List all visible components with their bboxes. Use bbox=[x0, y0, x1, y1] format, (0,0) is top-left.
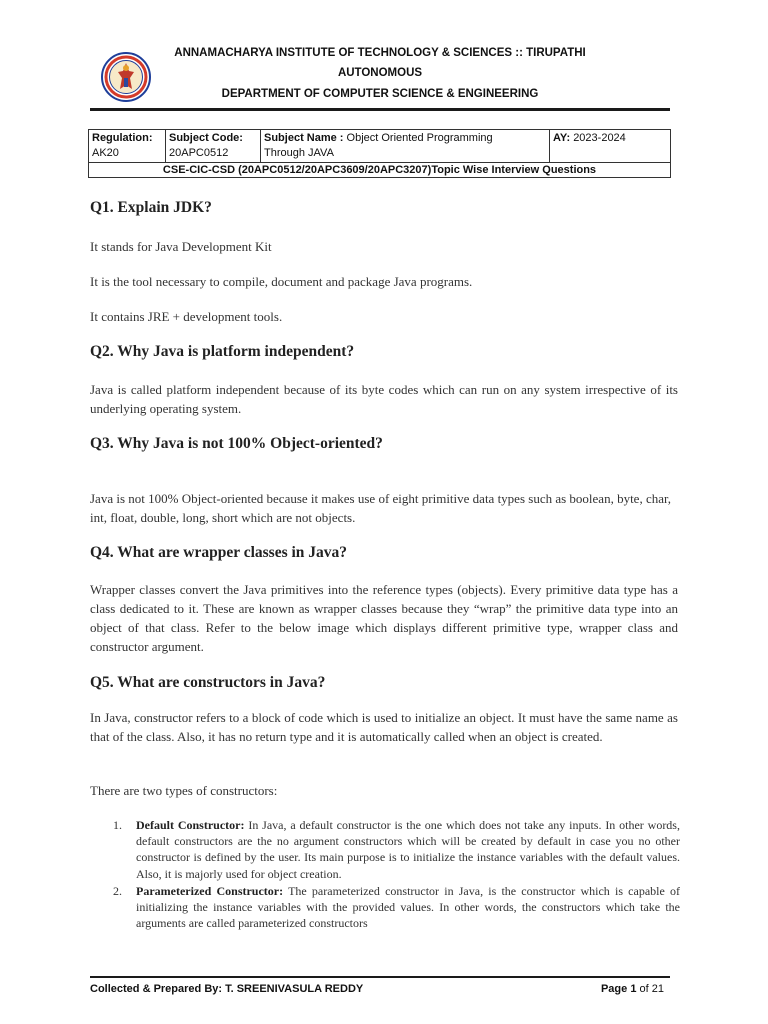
academic-year-label: AY: bbox=[553, 132, 571, 144]
page-label: Page bbox=[600, 983, 628, 995]
answer-paragraph: Java is called platform independent because of its byte codes which can run on any system irrespective of its underlying operating system. bbox=[90, 382, 678, 416]
department-name: DEPARTMENT OF COMPUTER SCIENCE & ENGINEERING bbox=[221, 88, 539, 100]
list-item-text: The parameterized constructor in Java, is the constructor which is capable of initializing the instance variables with the provided values. In other words, the constructors which take the arguments are called parameterized constructors bbox=[136, 883, 681, 931]
answer-paragraph: It contains JRE + development tools. bbox=[90, 309, 283, 324]
subject-name-cell bbox=[261, 130, 550, 163]
answer-paragraph: It is the tool necessary to compile, document and package Java programs. bbox=[90, 274, 473, 289]
institute-name: ANNAMACHARYA INSTITUTE OF TECHNOLOGY & SCIENCES :: TIRUPATHI bbox=[174, 47, 586, 59]
academic-year-value: 2023-2024 bbox=[573, 132, 626, 144]
page-number bbox=[601, 983, 664, 995]
course-line: CSE-CIC-CSD (20APC0512/20APC3609/20APC3207)Topic Wise Interview Questions bbox=[89, 163, 671, 178]
answer-paragraph: In Java, constructor refers to a block of code which is used to initialize an object. It must have the same name as that of the class. Also, it has no return type and it is automatically called when an object is created. bbox=[90, 710, 678, 744]
page-of-label: of bbox=[639, 983, 649, 995]
subject-code-label: Subject Code: bbox=[169, 132, 243, 144]
academic-year-cell bbox=[550, 130, 671, 163]
info-row bbox=[89, 130, 671, 163]
question-title: Q1. Explain JDK? bbox=[90, 199, 212, 216]
subject-name-value-line2: Through JAVA bbox=[264, 147, 334, 159]
regulation-label: Regulation: bbox=[92, 132, 153, 144]
page-total: 21 bbox=[651, 983, 664, 995]
subject-code-cell bbox=[166, 130, 261, 163]
list-item bbox=[90, 883, 680, 932]
course-info-table bbox=[88, 129, 671, 178]
answer-paragraph: It stands for Java Development Kit bbox=[90, 239, 272, 254]
constructor-types-list bbox=[90, 817, 680, 931]
question-title: Q5. What are constructors in Java? bbox=[90, 674, 326, 691]
list-item-text: In Java, a default constructor is the one which does not take any inputs. In other words, default constructors are the no argument constructors which will be created by default in case you no other constructor is defined by the user. Its main purpose is to initialize the instance variables with the default values. Also, it is majorly used for object creation. bbox=[136, 818, 680, 881]
subject-code-value: 20APC0512 bbox=[169, 147, 229, 159]
answer-paragraph: Wrapper classes convert the Java primitives into the reference types (objects). Every primitive data type has a class dedicated to it. These are known as wrapper classes because they “wrap” the primitive data type into an object of that class. Refer to the below image which displays different primitive type, wrapper class and constructor argument. bbox=[90, 582, 678, 654]
regulation-value: AK20 bbox=[92, 147, 119, 159]
institute-status: AUTONOMOUS bbox=[337, 67, 423, 79]
list-item bbox=[90, 817, 680, 882]
list-item-term: Default Constructor: bbox=[136, 818, 245, 832]
question-title: Q2. Why Java is platform independent? bbox=[90, 343, 355, 360]
subject-name-value: Object Oriented Programming bbox=[346, 132, 493, 144]
footer-divider bbox=[90, 976, 670, 978]
list-item-number: 2. bbox=[113, 883, 122, 898]
regulation-cell bbox=[89, 130, 166, 163]
institute-emblem-icon bbox=[101, 52, 151, 102]
answer-paragraph: There are two types of constructors: bbox=[90, 783, 278, 798]
subject-name-label: Subject Name : bbox=[264, 132, 344, 144]
info-row bbox=[89, 163, 671, 178]
question-title: Q3. Why Java is not 100% Object-oriented? bbox=[90, 435, 383, 452]
answer-paragraph: Java is not 100% Object-oriented because it makes use of eight primitive data types such as boolean, byte, char, int, float, double, long, short which are not objects. bbox=[90, 491, 672, 525]
page-current: 1 bbox=[630, 983, 637, 995]
header-divider bbox=[90, 108, 670, 111]
question-title: Q4. What are wrapper classes in Java? bbox=[90, 544, 348, 561]
list-item-number: 1. bbox=[113, 818, 122, 832]
list-item-term: Parameterized Constructor: bbox=[136, 883, 284, 898]
prepared-by: Collected & Prepared By: T. SREENIVASULA REDDY bbox=[90, 983, 364, 995]
